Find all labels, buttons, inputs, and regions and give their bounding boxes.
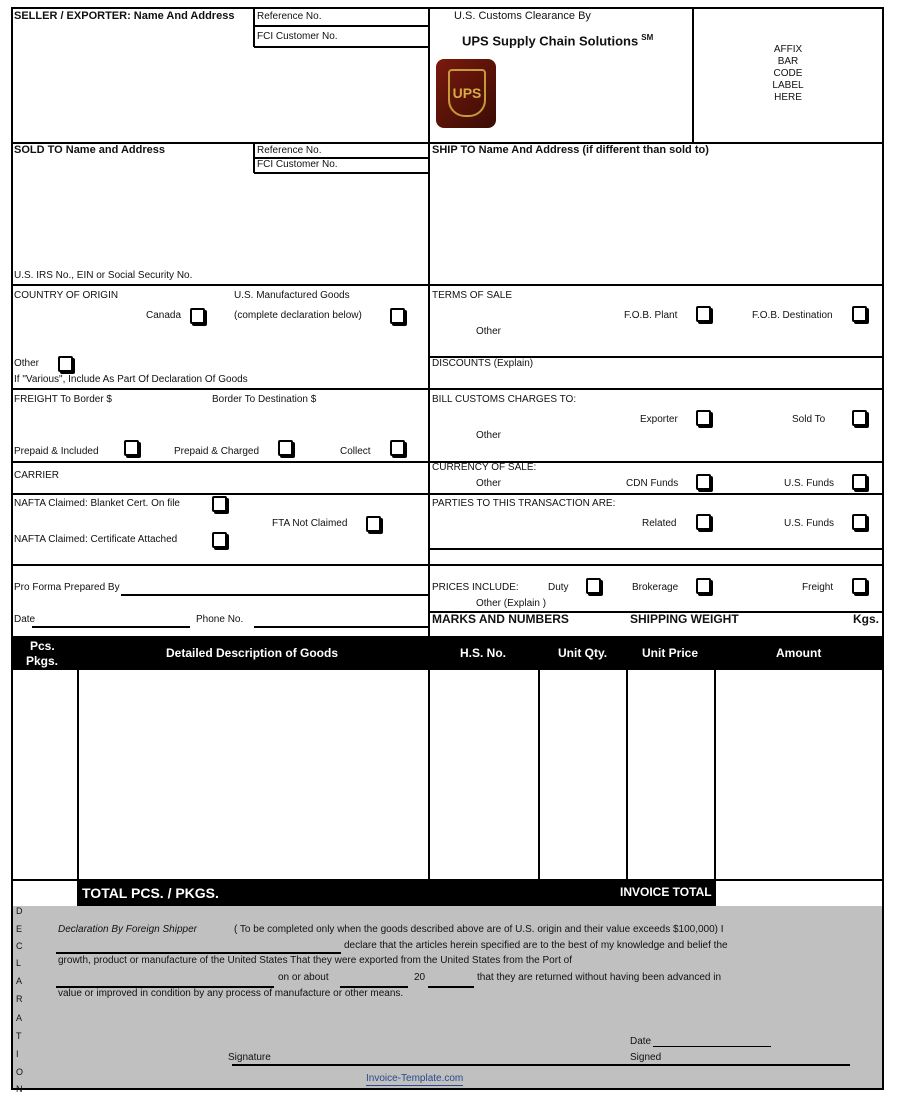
carrier-title: CARRIER <box>14 470 60 481</box>
freight-title: FREIGHT To Border $ <box>14 394 112 405</box>
section-line <box>11 388 884 390</box>
barcode-text: LABEL <box>772 80 804 91</box>
irs-label[interactable]: U.S. IRS No., EIN or Social Security No. <box>14 270 193 281</box>
declaration-title: Declaration By Foreign Shipper <box>58 924 197 935</box>
canada-label: Canada <box>146 310 182 321</box>
ref-box-left <box>253 7 255 47</box>
ref-line <box>254 46 429 48</box>
bill-sold-to-label: Sold To <box>792 414 826 425</box>
prices-title: PRICES INCLUDE: <box>432 582 519 593</box>
column-divider <box>428 7 430 636</box>
section-line <box>11 879 884 881</box>
date-signed-field[interactable] <box>653 1046 771 1047</box>
fta-checkbox[interactable] <box>366 516 381 532</box>
amount-header: Amount <box>776 646 822 660</box>
table-col-line <box>77 670 79 906</box>
declaration-letter: C <box>16 941 23 951</box>
prepaid-included-checkbox[interactable] <box>124 440 139 456</box>
parties-us-funds-checkbox[interactable] <box>852 514 867 530</box>
declaration-letter: N <box>16 1084 23 1094</box>
section-line <box>11 493 884 495</box>
section-line <box>429 548 884 550</box>
declaration-letter: A <box>16 976 23 986</box>
shipper-name-field[interactable] <box>56 952 341 954</box>
price-header: Unit Price <box>642 646 699 660</box>
collect-label: Collect <box>340 446 371 457</box>
declaration-line4: that they are returned without having been advanced in <box>477 972 722 983</box>
prepared-by-field[interactable] <box>121 594 429 596</box>
us-goods-checkbox[interactable] <box>390 308 405 324</box>
fob-dest-checkbox[interactable] <box>852 306 867 322</box>
year-field[interactable] <box>428 986 474 988</box>
on-about-label: on or about <box>278 972 329 983</box>
terms-other-label: Other <box>476 326 502 337</box>
border-dest-label: Border To Destination $ <box>212 394 317 405</box>
barcode-divider <box>692 7 694 143</box>
invoice-template-link[interactable]: Invoice-Template.com <box>366 1073 464 1084</box>
barcode-text: AFFIX <box>773 44 803 55</box>
nafta-attached-label: NAFTA Claimed: Certificate Attached <box>14 534 178 545</box>
section-line <box>11 564 884 566</box>
signature-label: Signature <box>228 1052 271 1063</box>
prepaid-charged-checkbox[interactable] <box>278 440 293 456</box>
canada-checkbox[interactable] <box>190 308 205 324</box>
brokerage-checkbox[interactable] <box>696 578 711 594</box>
discounts-title: DISCOUNTS (Explain) <box>432 358 534 369</box>
related-label: Related <box>642 518 677 529</box>
declaration-line3: growth, product or manufacture of the United States That they were exported from the United States from the Port of <box>58 955 572 966</box>
ups-shield-icon: UPS <box>448 69 486 117</box>
barcode-text: BAR <box>777 56 799 67</box>
cdn-funds-checkbox[interactable] <box>696 474 711 490</box>
date-field[interactable] <box>32 626 190 628</box>
declaration-letter: D <box>16 906 23 916</box>
related-checkbox[interactable] <box>696 514 711 530</box>
prepared-by-label: Pro Forma Prepared By <box>14 582 120 593</box>
nafta-attached-checkbox[interactable] <box>212 532 227 548</box>
date-signed-label: Date <box>630 1036 652 1047</box>
pkgs-header: Pkgs. <box>26 654 59 668</box>
collect-checkbox[interactable] <box>390 440 405 456</box>
section-line <box>11 284 884 286</box>
currency-title: CURRENCY OF SALE: <box>432 462 537 473</box>
prices-other-label: Other (Explain ) <box>476 598 547 609</box>
parties-title: PARTIES TO THIS TRANSACTION ARE: <box>432 498 616 509</box>
bill-title: BILL CUSTOMS CHARGES TO: <box>432 394 577 405</box>
declaration-letter: I <box>16 1049 19 1059</box>
declaration-letter: L <box>16 958 22 968</box>
cdn-funds-label: CDN Funds <box>626 478 679 489</box>
ref-line <box>254 25 429 27</box>
total-pcs-label: TOTAL PCS. / PKGS. <box>82 885 219 901</box>
customs-company: UPS Supply Chain Solutions ℠ <box>462 33 654 49</box>
date-label: Date <box>14 614 36 625</box>
pcs-header: Pcs. <box>30 639 55 653</box>
origin-title: COUNTRY OF ORIGIN <box>14 290 119 301</box>
declaration-letter: A <box>16 1013 23 1023</box>
phone-field[interactable] <box>254 626 429 628</box>
signed-label: Signed <box>630 1052 662 1063</box>
exporter-checkbox[interactable] <box>696 410 711 426</box>
ups-logo <box>436 59 496 128</box>
qty-header: Unit Qty. <box>558 646 608 660</box>
sold-to-fci-label[interactable]: FCI Customer No. <box>257 159 338 170</box>
declaration-letter: E <box>16 924 23 934</box>
declaration-letter: T <box>16 1031 22 1041</box>
bill-sold-to-checkbox[interactable] <box>852 410 867 426</box>
us-funds-checkbox[interactable] <box>852 474 867 490</box>
table-col-line <box>714 670 716 906</box>
us-funds-label: U.S. Funds <box>784 478 835 489</box>
complete-declaration-label: (complete declaration below) <box>234 310 362 321</box>
phone-label: Phone No. <box>196 614 244 625</box>
prepaid-charged-label: Prepaid & Charged <box>174 446 260 457</box>
marks-title: MARKS AND NUMBERS <box>432 612 569 626</box>
seller-fci-label[interactable]: FCI Customer No. <box>257 31 338 42</box>
kgs-label: Kgs. <box>853 612 880 626</box>
fob-plant-checkbox[interactable] <box>696 306 711 322</box>
seller-reference-label[interactable]: Reference No. <box>257 11 322 22</box>
nafta-blanket-label: NAFTA Claimed: Blanket Cert. On file <box>14 498 180 509</box>
table-col-line <box>538 670 540 880</box>
table-col-line <box>428 670 430 880</box>
declaration-line5: value or improved in condition by any process of manufacture or other means. <box>58 988 404 999</box>
fob-dest-label: F.O.B. Destination <box>752 310 833 321</box>
year-prefix-label: 20 <box>414 972 426 983</box>
description-header: Detailed Description of Goods <box>166 646 339 660</box>
various-note: If "Various", Include As Part Of Declaration Of Goods <box>14 374 248 385</box>
fta-label: FTA Not Claimed <box>272 518 348 529</box>
shipping-weight-label: SHIPPING WEIGHT <box>630 612 739 626</box>
sold-to-title: SOLD TO Name and Address <box>14 144 165 156</box>
table-col-line <box>626 670 628 880</box>
customs-label: U.S. Customs Clearance By <box>454 10 591 22</box>
duty-checkbox[interactable] <box>586 578 601 594</box>
exporter-label: Exporter <box>640 414 678 425</box>
hs-header: H.S. No. <box>460 646 507 660</box>
duty-label: Duty <box>548 582 569 593</box>
barcode-text: CODE <box>773 68 803 79</box>
ref-line <box>254 172 429 174</box>
currency-other-label: Other <box>476 478 502 489</box>
brokerage-label: Brokerage <box>632 582 679 593</box>
declaration-line2: declare that the articles herein specified are to the best of my knowledge and belief the <box>344 940 728 951</box>
origin-other-checkbox[interactable] <box>58 356 73 372</box>
seller-title: SELLER / EXPORTER: Name And Address <box>14 10 235 22</box>
invoice-total-label: INVOICE TOTAL <box>620 885 712 899</box>
declaration-letter: R <box>16 994 23 1004</box>
freight-price-label: Freight <box>802 582 834 593</box>
barcode-area <box>760 44 816 104</box>
signature-field[interactable] <box>232 1064 850 1066</box>
sold-to-reference-label[interactable]: Reference No. <box>257 145 322 156</box>
ship-to-title: SHIP TO Name And Address (if different than sold to) <box>432 144 709 156</box>
declaration-letter: O <box>16 1067 24 1077</box>
prepaid-included-label: Prepaid & Included <box>14 446 99 457</box>
nafta-blanket-checkbox[interactable] <box>212 496 227 512</box>
barcode-text: HERE <box>774 92 802 103</box>
freight-price-checkbox[interactable] <box>852 578 867 594</box>
bill-other-label: Other <box>476 430 502 441</box>
terms-title: TERMS OF SALE <box>432 290 513 301</box>
parties-us-funds-label: U.S. Funds <box>784 518 835 529</box>
fob-plant-label: F.O.B. Plant <box>624 310 678 321</box>
declaration-line1: ( To be completed only when the goods described above are of U.S. origin and their value exceeds $100,000) I <box>234 924 724 935</box>
origin-other-label: Other <box>14 358 40 369</box>
us-goods-label: U.S. Manufactured Goods <box>234 290 350 301</box>
